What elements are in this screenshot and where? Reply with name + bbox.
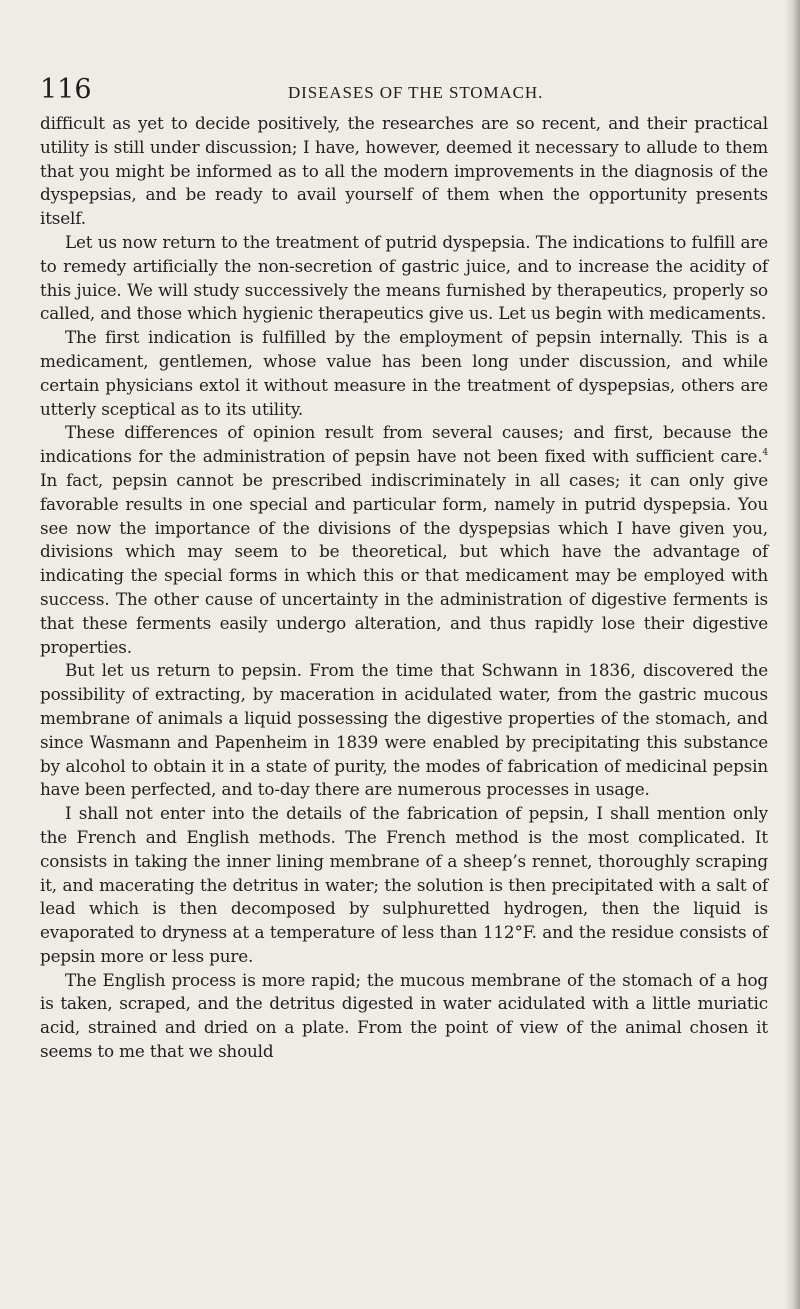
page-number: 116: [40, 74, 92, 105]
paragraph-english-method: The English process is more rapid; the mucous membrane of the stomach of a hog is taken, scraped, and the detritus digested in water acidulated with a little muriatic acid, strained and dried on a plate. From the point of view of the animal chosen it seems to me that we should: [40, 969, 768, 1062]
paragraph-continuation: difficult as yet to decide positively, the researches are so recent, and their practical utility is still under discussion; I have, however, deemed it necessary to allude to them that you might be informed as to all the modern improvements in the diagnosis of the dyspepsias, and be ready to avail yourself of them when the opportunity presents itself.: [40, 113, 768, 229]
page-edge-shadow: [784, 0, 800, 1309]
paragraph-treatment: Let us now return to the treatment of putrid dyspepsia. The indications to fulfill are to remedy artificially the non-secretion of gastric juice, and to increase the acidity of this juice. We will study successively the means furnished by therapeutics, properly so called, and those which hygienic therapeutics give us. Let us begin with medicaments.: [40, 231, 768, 324]
paragraph-text: In fact, pepsin cannot be prescribed indiscriminately in all cases; it can only give favorable results in one special and particular form, namely in putrid dyspepsia. You see now the importance of the divisions of the dyspepsias which I have given you, divisions which may seem to be theoretical, but which have the advantage of indicating the special forms in which this or that medicament may be employed with success. The other cause of uncertainty in the administration of digestive ferments is that these ferments easily undergo alteration, and thus rapidly lose their digestive properties.: [40, 469, 768, 657]
footnote-marker[interactable]: 4: [762, 448, 768, 459]
body-text: [40, 112, 768, 1064]
paragraph-differences: [40, 421, 768, 659]
paragraph-pepsin-indication: The first indication is fulfilled by the employment of pepsin internally. This is a medicament, gentlemen, whose value has been long under discussion, and while certain physicians extol it without measure in the treatment of dyspepsias, others are utterly sceptical as to its utility.: [40, 327, 768, 419]
paragraph-history: But let us return to pepsin. From the time that Schwann in 1836, discovered the possibility of extracting, by maceration in acidulated water, from the gastric mucous membrane of animals a liquid possessing the digestive properties of the stomach, and since Wasmann and Papenheim in 1839 were enabled by precipitating this substance by alcohol to obtain it in a state of purity, the modes of fabrication of medicinal pepsin have been perfected, and to-day there are numerous processes in usage.: [40, 660, 768, 800]
paragraph-text: These differences of opinion result from several causes; and first, because the indications for the administration of pepsin have not been fixed with sufficient care.: [40, 422, 768, 467]
page-header: [40, 70, 770, 110]
paragraph-french-method: I shall not enter into the details of the fabrication of pepsin, I shall mention only the French and English methods. The French method is the most complicated. It consists in taking the inner lining membrane of a sheep’s rennet, thoroughly scraping it, and macerating the detritus in water; the solution is then precipitated with a salt of lead which is then decomposed by sulphuretted hydrogen, then the liquid is evaporated to dryness at a temperature of less than 112°F. and the residue consists of pepsin more or less pure.: [40, 803, 768, 966]
running-title: DISEASES OF THE STOMACH.: [288, 83, 544, 102]
